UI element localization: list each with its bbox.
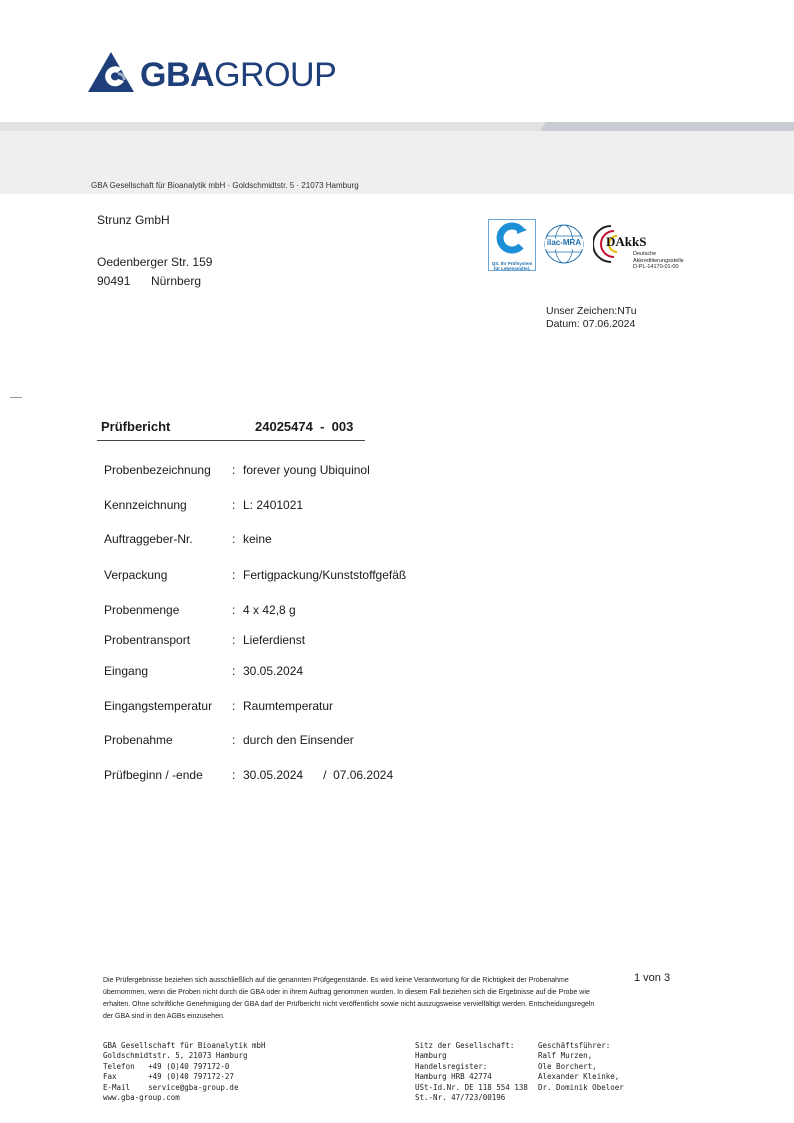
footer-company-info: GBA Gesellschaft für Bioanalytik mbH Goldschmidtstr. 5, 21073 Hamburg Telefon +49 (0)40 797172-0 Fax +49 (0)40 797172-27 E-Mail service@gba-group.de www.gba-group.com [103, 1041, 266, 1103]
field-value: keine [243, 532, 272, 546]
field-label: Eingang [104, 664, 149, 678]
gba-logo-icon [88, 52, 134, 92]
field-colon: : [232, 699, 236, 713]
fold-mark [10, 397, 22, 398]
qs-caption-1: QS. Ihr Prüfsystem [491, 261, 533, 266]
field-value: Raumtemperatur [243, 699, 334, 713]
ilac-text: ilac-MRA [546, 238, 582, 247]
field-colon: : [232, 498, 236, 512]
field-value: 4 x 42,8 g [243, 603, 296, 617]
field-label: Probenahme [104, 733, 173, 747]
recipient-city: Nürnberg [151, 274, 202, 288]
gba-logo-text: GBAGROUP [140, 56, 337, 94]
field-value: Fertigpackung/Kunststoffgefäß [243, 568, 407, 582]
field-colon: : [232, 532, 236, 546]
qs-certification-logo [488, 219, 536, 271]
field-label: Kennzeichnung [104, 498, 187, 512]
field-colon: : [232, 768, 236, 782]
recipient-company: Strunz GmbH [97, 213, 170, 227]
recipient-street: Oedenberger Str. 159 [97, 255, 213, 269]
dakks-id: D-PL-14170-01-00 [633, 264, 679, 270]
field-colon: : [232, 664, 236, 678]
field-label: Probenmenge [104, 603, 180, 617]
field-value: 30.05.2024 [243, 664, 304, 678]
field-label: Prüfbeginn / -ende [104, 768, 203, 782]
qs-icon [489, 220, 535, 256]
title-underline [97, 440, 365, 441]
reference-zeichen: Unser Zeichen:NTu [546, 305, 637, 317]
qs-caption-2: für Lebensmittel. [493, 266, 531, 271]
dakks-logo [593, 223, 693, 273]
footer-disclaimer: Die Prüfergebnisse beziehen sich ausschließlich auf die genannten Prüfgegenstände. Es wird keine Verantwortung für die Richtigkeit der Probenahme übernommen, wenn die Proben nicht durch die GBA oder in ihrem Auftrag genommen wurden. In diesem Fall beziehen sich die Ergebnisse auf die Probe wie erhalten. Ohne schriftliche Genehmigung der GBA darf der Prüfbericht nicht veröffentlicht sowie nicht auszugsweise vervielfältigt werden. Entscheidungsregeln der GBA sind in den AGBs einzusehen. [103, 977, 595, 1020]
dakks-line2: Akkreditierungsstelle [633, 257, 684, 264]
recipient-zip: 90491 [97, 274, 131, 288]
field-colon: : [232, 733, 236, 747]
field-label: Eingangstemperatur [104, 699, 213, 713]
field-value: L: 2401021 [243, 498, 304, 512]
field-label: Probenbezeichnung [104, 463, 211, 477]
report-title-label: Prüfbericht [101, 419, 171, 434]
field-colon: : [232, 463, 236, 477]
dakks-line1: Deutsche [633, 251, 657, 257]
field-label: Auftraggeber-Nr. [104, 532, 193, 546]
field-colon: : [232, 603, 236, 617]
field-value: Lieferdienst [243, 633, 306, 647]
field-label: Verpackung [104, 568, 168, 582]
reference-datum: Datum: 07.06.2024 [546, 318, 636, 330]
dakks-name: DAkkS [606, 234, 647, 249]
footer-registry-info: Sitz der Gesellschaft: Hamburg Handelsregister: Hamburg HRB 42774 USt-Id.Nr. DE 118 554 138 St.-Nr. 47/723/00196 [415, 1041, 528, 1103]
field-colon: : [232, 633, 236, 647]
header-band-accent [540, 122, 794, 131]
field-label: Probentransport [104, 633, 191, 647]
footer-management-info: Geschäftsführer: Ralf Murzen, Ole Borchert, Alexander Kleinke, Dr. Dominik Obeloer [538, 1041, 624, 1092]
field-colon: : [232, 568, 236, 582]
field-value: forever young Ubiquinol [243, 463, 370, 477]
page-number: 1 von 3 [634, 972, 671, 984]
ilac-mra-logo [544, 223, 584, 265]
field-value: 30.05.2024 / 07.06.2024 [243, 768, 394, 782]
field-value: durch den Einsender [243, 733, 354, 747]
report-number: 24025474 - 003 [255, 419, 354, 434]
sender-line: GBA Gesellschaft für Bioanalytik mbH · Goldschmidtstr. 5 · 21073 Hamburg [91, 181, 359, 190]
